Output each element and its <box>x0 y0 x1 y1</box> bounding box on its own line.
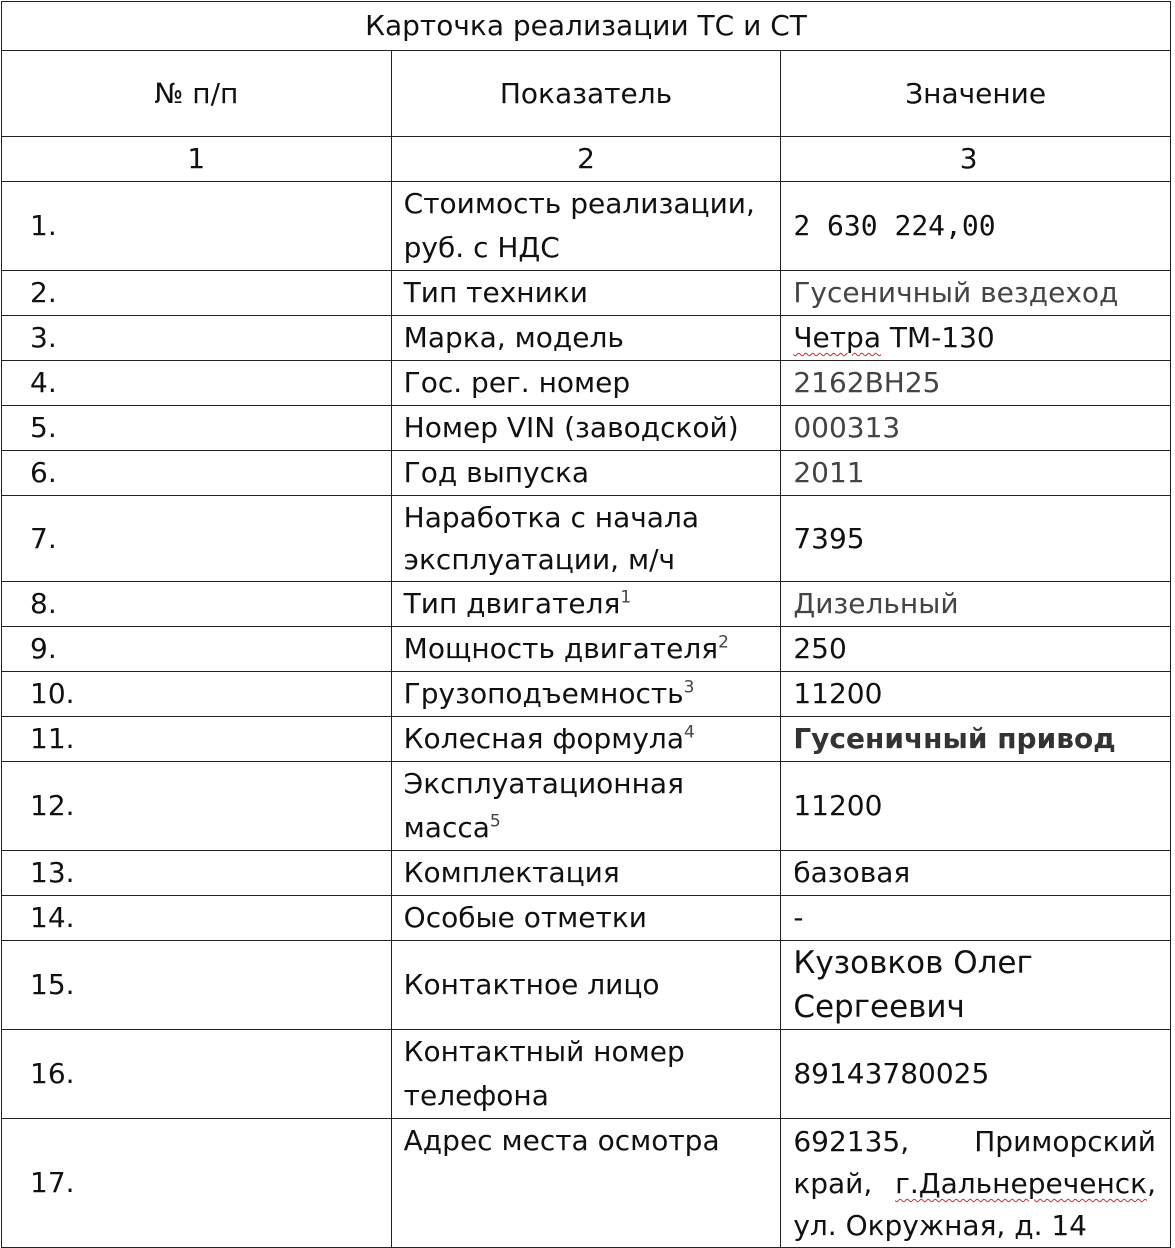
row-parameter: Тип техники <box>391 271 781 316</box>
realization-card-table <box>1 1 1171 1248</box>
row-parameter: Марка, модель <box>391 316 781 361</box>
header-value: Значение <box>781 51 1171 137</box>
row-number: 13. <box>2 851 392 896</box>
table-row <box>2 672 1171 717</box>
subheader-1: 1 <box>2 137 392 182</box>
table-row <box>2 1119 1171 1248</box>
row-number: 6. <box>2 451 392 496</box>
row-number: 12. <box>2 762 392 851</box>
row-parameter: Номер VIN (заводской) <box>391 406 781 451</box>
table-row <box>2 182 1171 271</box>
table-row <box>2 717 1171 762</box>
row-value: Гусеничный привод <box>781 717 1171 762</box>
param-text: Мощность двигателя <box>403 632 719 665</box>
row-parameter: Контактное лицо <box>391 941 781 1030</box>
spellcheck-underlined-text: г.Дальнереченск <box>895 1167 1148 1200</box>
row-parameter <box>391 717 781 762</box>
subheader-3: 3 <box>781 137 1171 182</box>
table-row <box>2 361 1171 406</box>
table-row <box>2 762 1171 851</box>
row-number: 5. <box>2 406 392 451</box>
table-row <box>2 406 1171 451</box>
row-value: Дизельный <box>781 582 1171 627</box>
footnote-marker: 1 <box>620 587 632 608</box>
row-value: Кузовков Олег Сергеевич <box>781 941 1171 1030</box>
row-parameter: Комплектация <box>391 851 781 896</box>
row-number: 11. <box>2 717 392 762</box>
table-row <box>2 851 1171 896</box>
row-number: 2. <box>2 271 392 316</box>
row-value-rest: ТМ-130 <box>880 321 995 354</box>
subheader-2: 2 <box>391 137 781 182</box>
row-parameter <box>391 627 781 672</box>
row-value: 2 630 224,00 <box>781 182 1171 271</box>
row-parameter <box>391 672 781 717</box>
table-row <box>2 1030 1171 1119</box>
row-number: 4. <box>2 361 392 406</box>
row-value: 2162ВН25 <box>781 361 1171 406</box>
row-value: 11200 <box>781 672 1171 717</box>
param-text: Колесная формула <box>403 722 684 755</box>
row-number: 10. <box>2 672 392 717</box>
table-row <box>2 941 1171 1030</box>
row-parameter: Гос. рег. номер <box>391 361 781 406</box>
footnote-marker: 4 <box>683 722 695 743</box>
row-value: базовая <box>781 851 1171 896</box>
address-line: 692135, Приморский край, <box>793 1125 1156 1200</box>
table-row <box>2 582 1171 627</box>
row-number: 3. <box>2 316 392 361</box>
row-value <box>781 316 1171 361</box>
row-value: 89143780025 <box>781 1030 1171 1119</box>
header-num: № п/п <box>2 51 392 137</box>
row-value <box>781 1119 1171 1248</box>
row-value: 7395 <box>781 496 1171 582</box>
row-parameter: Наработка с начала эксплуатации, м/ч <box>391 496 781 582</box>
table-row <box>2 627 1171 672</box>
table-row <box>2 316 1171 361</box>
row-parameter: Год выпуска <box>391 451 781 496</box>
spellcheck-underlined-text: Четра <box>793 321 881 354</box>
row-value: Гусеничный вездеход <box>781 271 1171 316</box>
param-text: Тип двигателя <box>403 587 621 620</box>
param-text: Эксплуатационная масса <box>403 767 684 844</box>
footnote-marker: 5 <box>489 811 501 832</box>
table-row <box>2 896 1171 941</box>
row-value: - <box>781 896 1171 941</box>
row-parameter <box>391 582 781 627</box>
table-row <box>2 496 1171 582</box>
row-value: 000313 <box>781 406 1171 451</box>
row-parameter: Стоимость реализации, руб. с НДС <box>391 182 781 271</box>
row-number: 15. <box>2 941 392 1030</box>
header-parameter: Показатель <box>391 51 781 137</box>
row-number: 16. <box>2 1030 392 1119</box>
table-title: Карточка реализации ТС и СТ <box>2 2 1171 51</box>
row-parameter: Контактный номер телефона <box>391 1030 781 1119</box>
table-row <box>2 451 1171 496</box>
footnote-marker: 2 <box>718 632 729 653</box>
row-number: 1. <box>2 182 392 271</box>
footnote-marker: 3 <box>683 677 695 698</box>
row-value: 250 <box>781 627 1171 672</box>
row-parameter: Адрес места осмотра <box>391 1119 781 1248</box>
row-number: 17. <box>2 1119 392 1248</box>
row-number: 8. <box>2 582 392 627</box>
row-number: 9. <box>2 627 392 672</box>
param-text: Грузоподъемность <box>403 677 684 710</box>
row-number: 14. <box>2 896 392 941</box>
table-row <box>2 271 1171 316</box>
row-value: 2011 <box>781 451 1171 496</box>
row-parameter <box>391 762 781 851</box>
row-number: 7. <box>2 496 392 582</box>
row-value: 11200 <box>781 762 1171 851</box>
address-rest: , ул. Окружная, д. 14 <box>793 1167 1156 1242</box>
row-parameter: Особые отметки <box>391 896 781 941</box>
